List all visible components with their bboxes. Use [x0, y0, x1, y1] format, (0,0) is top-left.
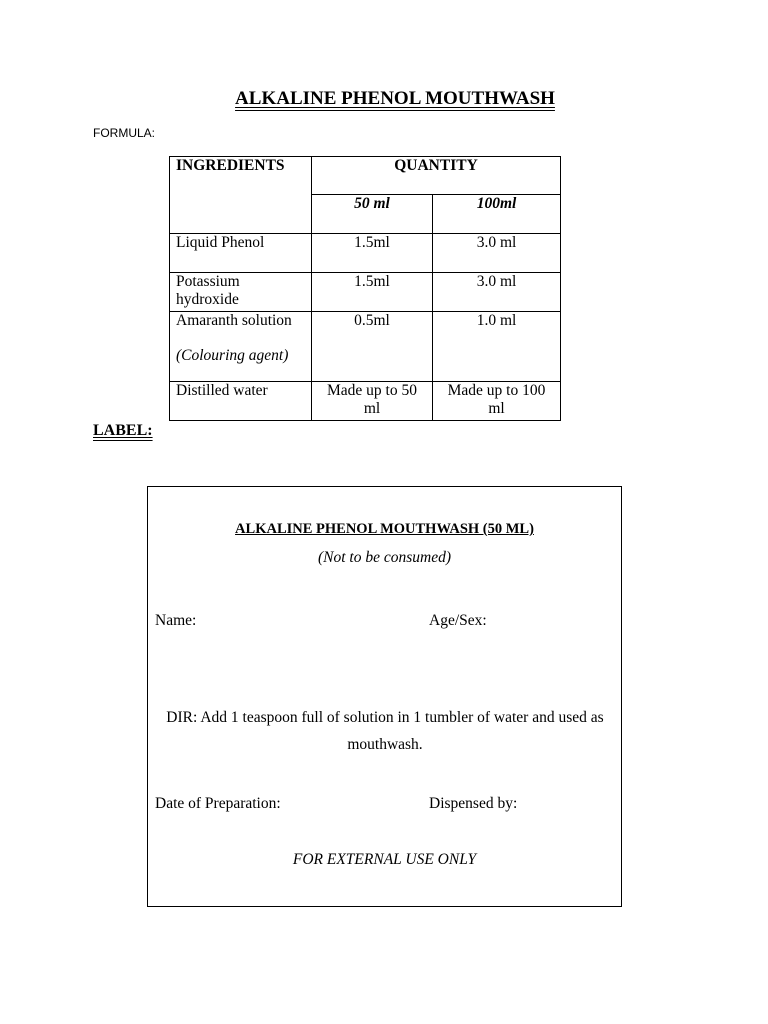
ingredients-table — [169, 156, 561, 421]
label-box — [147, 486, 622, 907]
label-name-field: Name: — [155, 612, 197, 629]
quantity-50-cell: 1.5ml — [312, 234, 433, 273]
page-title: ALKALINE PHENOL MOUTHWASH — [235, 88, 555, 109]
quantity-100-cell: Made up to 100 ml — [433, 382, 561, 421]
label-dispensed-by: Dispensed by: — [429, 795, 518, 812]
ingredient-cell: Distilled water — [170, 382, 312, 421]
header-quantity: QUANTITY — [312, 157, 561, 195]
subheader-100ml: 100ml — [433, 195, 561, 234]
label-external-use: FOR EXTERNAL USE ONLY — [292, 851, 477, 868]
ingredient-cell: Liquid Phenol — [170, 234, 312, 273]
label-age-sex-field: Age/Sex: — [429, 612, 487, 629]
label-subtitle: (Not to be consumed) — [317, 549, 451, 566]
subheader-50ml: 50 ml — [312, 195, 433, 234]
ingredient-cell — [170, 312, 312, 382]
quantity-50-cell: 0.5ml — [312, 312, 433, 382]
ingredient-note: (Colouring agent) — [176, 347, 289, 364]
quantity-50-cell: Made up to 50 ml — [312, 382, 433, 421]
quantity-100-cell: 3.0 ml — [433, 273, 561, 312]
label-heading: LABEL: — [93, 422, 153, 439]
table-row — [170, 273, 561, 312]
table-header-row — [170, 157, 561, 195]
ingredient-cell: Potassium hydroxide — [170, 273, 312, 312]
label-date-of-preparation: Date of Preparation: — [155, 795, 281, 812]
table-row — [170, 312, 561, 382]
header-ingredients: INGREDIENTS — [170, 157, 312, 234]
table-row — [170, 382, 561, 421]
ingredient-name: Amaranth solution — [176, 312, 292, 329]
formula-label: FORMULA: — [93, 126, 156, 140]
label-title: ALKALINE PHENOL MOUTHWASH (50 ML) — [235, 521, 534, 537]
quantity-100-cell: 3.0 ml — [433, 234, 561, 273]
label-directions: DIR: Add 1 teaspoon full of solution in 1 tumbler of water and used as mouthwash. — [166, 709, 604, 753]
quantity-100-cell: 1.0 ml — [433, 312, 561, 382]
quantity-50-cell: 1.5ml — [312, 273, 433, 312]
table-row — [170, 234, 561, 273]
